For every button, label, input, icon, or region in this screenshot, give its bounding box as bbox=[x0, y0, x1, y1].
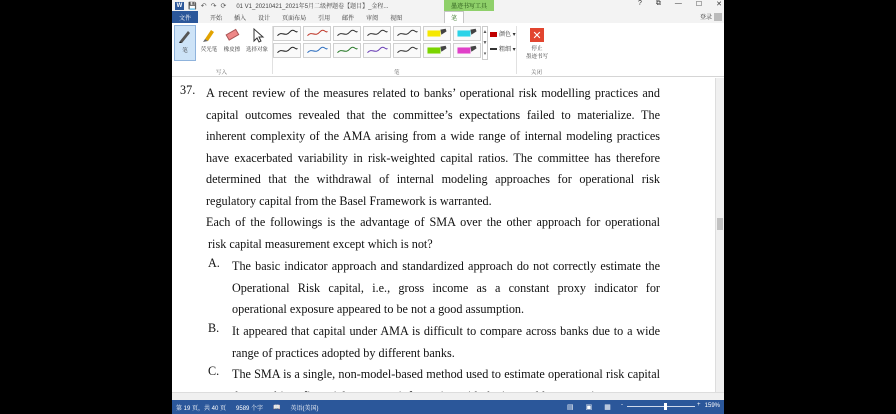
pen-button-label: 笔 bbox=[182, 48, 188, 54]
tab-pen[interactable]: 笔 bbox=[444, 11, 464, 23]
sign-in-link[interactable]: 登录 bbox=[699, 15, 712, 21]
pen-style-swatch[interactable] bbox=[333, 43, 361, 58]
group-label-pens: 笔 bbox=[394, 70, 400, 76]
pen-stroke-icon bbox=[394, 44, 420, 57]
ribbon-tabs bbox=[172, 11, 724, 23]
gallery-down-icon[interactable]: ▼ bbox=[482, 39, 488, 46]
option-label: A. bbox=[208, 256, 220, 270]
minimize-icon[interactable]: — bbox=[674, 0, 682, 7]
pen-stroke-icon bbox=[304, 27, 330, 40]
horizontal-scrollbar[interactable] bbox=[172, 392, 724, 400]
stop-label-1: 停止 bbox=[531, 46, 543, 52]
pen-style-swatch[interactable] bbox=[453, 26, 481, 41]
highlighter-swatch-icon bbox=[454, 27, 480, 40]
tab-mailings[interactable]: 邮件 bbox=[342, 15, 355, 22]
view-buttons bbox=[567, 403, 611, 411]
language-indicator[interactable]: 英语(美国) bbox=[290, 405, 319, 412]
highlighter-icon bbox=[201, 27, 217, 43]
tab-view[interactable]: 视图 bbox=[390, 15, 403, 22]
thickness-icon bbox=[490, 48, 497, 50]
pen-stroke-icon bbox=[274, 27, 300, 40]
option-label: B. bbox=[208, 321, 220, 335]
undo-icon[interactable]: ↶ bbox=[200, 2, 207, 10]
sub-question-line: risk capital measurement except which is not? bbox=[208, 236, 433, 251]
document-title: 01 V1_20210421_2021年5月二级押题卷【题目】_金程... bbox=[236, 4, 389, 10]
ribbon-pen bbox=[172, 23, 724, 77]
sub-question bbox=[206, 212, 660, 255]
word-window bbox=[172, 0, 724, 414]
pen-style-swatch[interactable] bbox=[423, 26, 451, 41]
select-objects-button[interactable] bbox=[244, 27, 270, 53]
pen-style-swatch[interactable] bbox=[273, 43, 301, 58]
pen-style-swatch[interactable] bbox=[273, 26, 301, 41]
status-bar bbox=[172, 400, 724, 414]
group-label-close: 关闭 bbox=[531, 70, 543, 76]
group-separator bbox=[516, 26, 517, 74]
highlighter-swatch-icon bbox=[454, 44, 480, 57]
pen-stroke-icon bbox=[274, 44, 300, 57]
eraser-icon bbox=[224, 27, 240, 43]
option-text: The basic indicator approach and standardized approach do not correctly estimate the Operational Risk capital, i.e., gross income as a constant proxy indicator for operational exposure appeared to be not a good assumption. bbox=[232, 259, 660, 317]
color-label: 颜色 ▾ bbox=[499, 32, 516, 38]
question-line: capital outcomes revealed that the committee’s expectations failed to materialize. The bbox=[206, 107, 660, 122]
eraser-button[interactable] bbox=[220, 27, 244, 53]
question-number: 37. bbox=[180, 83, 196, 97]
pen-style-swatch[interactable] bbox=[393, 26, 421, 41]
zoom-out-button[interactable]: - bbox=[621, 402, 623, 408]
vertical-scrollbar[interactable] bbox=[715, 78, 724, 392]
tab-home[interactable]: 开始 bbox=[210, 15, 223, 22]
gallery-more-icon[interactable]: ▾ bbox=[483, 50, 487, 57]
option-text: The SMA is a single, non-model-based method used to estimate operational risk capital bbox=[232, 367, 660, 381]
redo-icon[interactable]: ↷ bbox=[210, 2, 217, 10]
highlighter-swatch-icon bbox=[424, 44, 450, 57]
question-line: A recent review of the measures related to banks’ operational risk modelling practices and bbox=[206, 86, 660, 100]
color-swatch-icon bbox=[490, 32, 497, 37]
question-text bbox=[206, 83, 660, 213]
maximize-icon[interactable]: ☐ bbox=[695, 1, 703, 8]
pen-stroke-icon bbox=[364, 27, 390, 40]
color-dropdown[interactable] bbox=[490, 29, 516, 38]
eraser-button-label: 橡皮擦 bbox=[223, 47, 241, 53]
tab-file[interactable]: 文件 bbox=[172, 11, 198, 23]
close-icon[interactable]: ✕ bbox=[716, 1, 722, 8]
quick-access-toolbar bbox=[188, 2, 226, 10]
read-mode-icon[interactable]: ▤ bbox=[567, 404, 574, 411]
web-layout-icon[interactable]: ▦ bbox=[604, 404, 611, 411]
pen-gallery-scroll[interactable] bbox=[482, 26, 488, 60]
cursor-icon bbox=[249, 27, 265, 43]
highlighter-button[interactable] bbox=[198, 27, 220, 53]
stop-label-2: 墨迹书写 bbox=[525, 54, 548, 60]
thickness-label: 粗细 ▾ bbox=[499, 47, 516, 53]
zoom-in-button[interactable]: + bbox=[697, 402, 701, 408]
pen-style-swatch[interactable] bbox=[363, 26, 391, 41]
question-line: determined that the withdrawal of internal modeling approaches for operational risk bbox=[206, 172, 660, 187]
ribbon-display-icon[interactable]: ⧉ bbox=[655, 0, 661, 7]
thickness-dropdown[interactable] bbox=[490, 44, 516, 53]
tab-review[interactable]: 审阅 bbox=[366, 15, 379, 22]
word-logo-icon: W bbox=[176, 2, 183, 9]
stop-inking-button[interactable] bbox=[520, 28, 554, 60]
pen-style-swatch[interactable] bbox=[303, 26, 331, 41]
pen-stroke-icon bbox=[334, 44, 360, 57]
tab-page-layout[interactable]: 页面布局 bbox=[282, 15, 307, 22]
pen-style-swatch[interactable] bbox=[453, 43, 481, 58]
zoom-level[interactable]: 159% bbox=[704, 403, 720, 409]
print-layout-icon[interactable]: ▣ bbox=[585, 404, 593, 411]
pen-stroke-icon bbox=[364, 44, 390, 57]
pen-stroke-icon bbox=[394, 27, 420, 40]
tab-design[interactable]: 设计 bbox=[258, 15, 271, 22]
repeat-icon[interactable]: ⟳ bbox=[220, 2, 227, 10]
select-objects-label: 选择对象 bbox=[245, 47, 268, 53]
proofing-icon[interactable]: 📖 bbox=[273, 404, 281, 411]
sub-question-line: Each of the followings is the advantage of SMA over the other approach for operational bbox=[206, 215, 660, 229]
pen-style-swatch[interactable] bbox=[303, 43, 331, 58]
zoom-slider[interactable] bbox=[627, 406, 695, 407]
page-count[interactable]: 第 19 页，共 40 页 bbox=[176, 405, 227, 412]
pen-stroke-icon bbox=[304, 44, 330, 57]
pen-style-swatch[interactable] bbox=[363, 43, 391, 58]
pen-icon bbox=[177, 28, 193, 44]
pen-style-swatch[interactable] bbox=[393, 43, 421, 58]
question-line: regulatory capital from the Basel Framework is warranted. bbox=[206, 193, 492, 208]
pen-style-swatch[interactable] bbox=[333, 26, 361, 41]
scrollbar-thumb[interactable] bbox=[717, 218, 723, 230]
gallery-up-icon[interactable]: ▲ bbox=[482, 29, 488, 36]
pen-button[interactable] bbox=[174, 25, 196, 61]
pen-style-swatch[interactable] bbox=[423, 43, 451, 58]
question-line: have exacerbated variability in risk-weighted capital ratios. The committee has therefore bbox=[206, 150, 660, 165]
tab-insert[interactable]: 插入 bbox=[234, 15, 247, 22]
tab-references[interactable]: 引用 bbox=[318, 15, 331, 22]
question-line: inherent complexity of the AMA arising from a wide range of internal modeling practices bbox=[206, 129, 660, 144]
title-bar bbox=[172, 0, 724, 11]
stop-inking-icon: ✕ bbox=[530, 28, 544, 42]
pen-format-controls bbox=[490, 29, 516, 53]
ink-tools-context-title: 墨迹书写工具 bbox=[444, 0, 494, 11]
word-count[interactable]: 9589 个字 bbox=[236, 405, 264, 412]
highlighter-button-label: 荧光笔 bbox=[200, 47, 218, 53]
option-label: C. bbox=[208, 364, 220, 378]
help-icon[interactable]: ? bbox=[637, 0, 642, 7]
pen-gallery bbox=[273, 26, 483, 60]
highlighter-swatch-icon bbox=[424, 27, 450, 40]
document-page[interactable] bbox=[172, 78, 715, 392]
zoom-slider-knob[interactable] bbox=[664, 403, 667, 410]
pen-stroke-icon bbox=[334, 27, 360, 40]
group-label-write: 写入 bbox=[216, 70, 228, 76]
save-icon[interactable]: 💾 bbox=[188, 2, 197, 10]
option-text: It appeared that capital under AMA is difficult to compare across banks due to a wide range of practices adopted by different banks. bbox=[232, 324, 660, 360]
user-avatar-icon[interactable] bbox=[714, 13, 722, 21]
window-controls bbox=[638, 0, 722, 8]
